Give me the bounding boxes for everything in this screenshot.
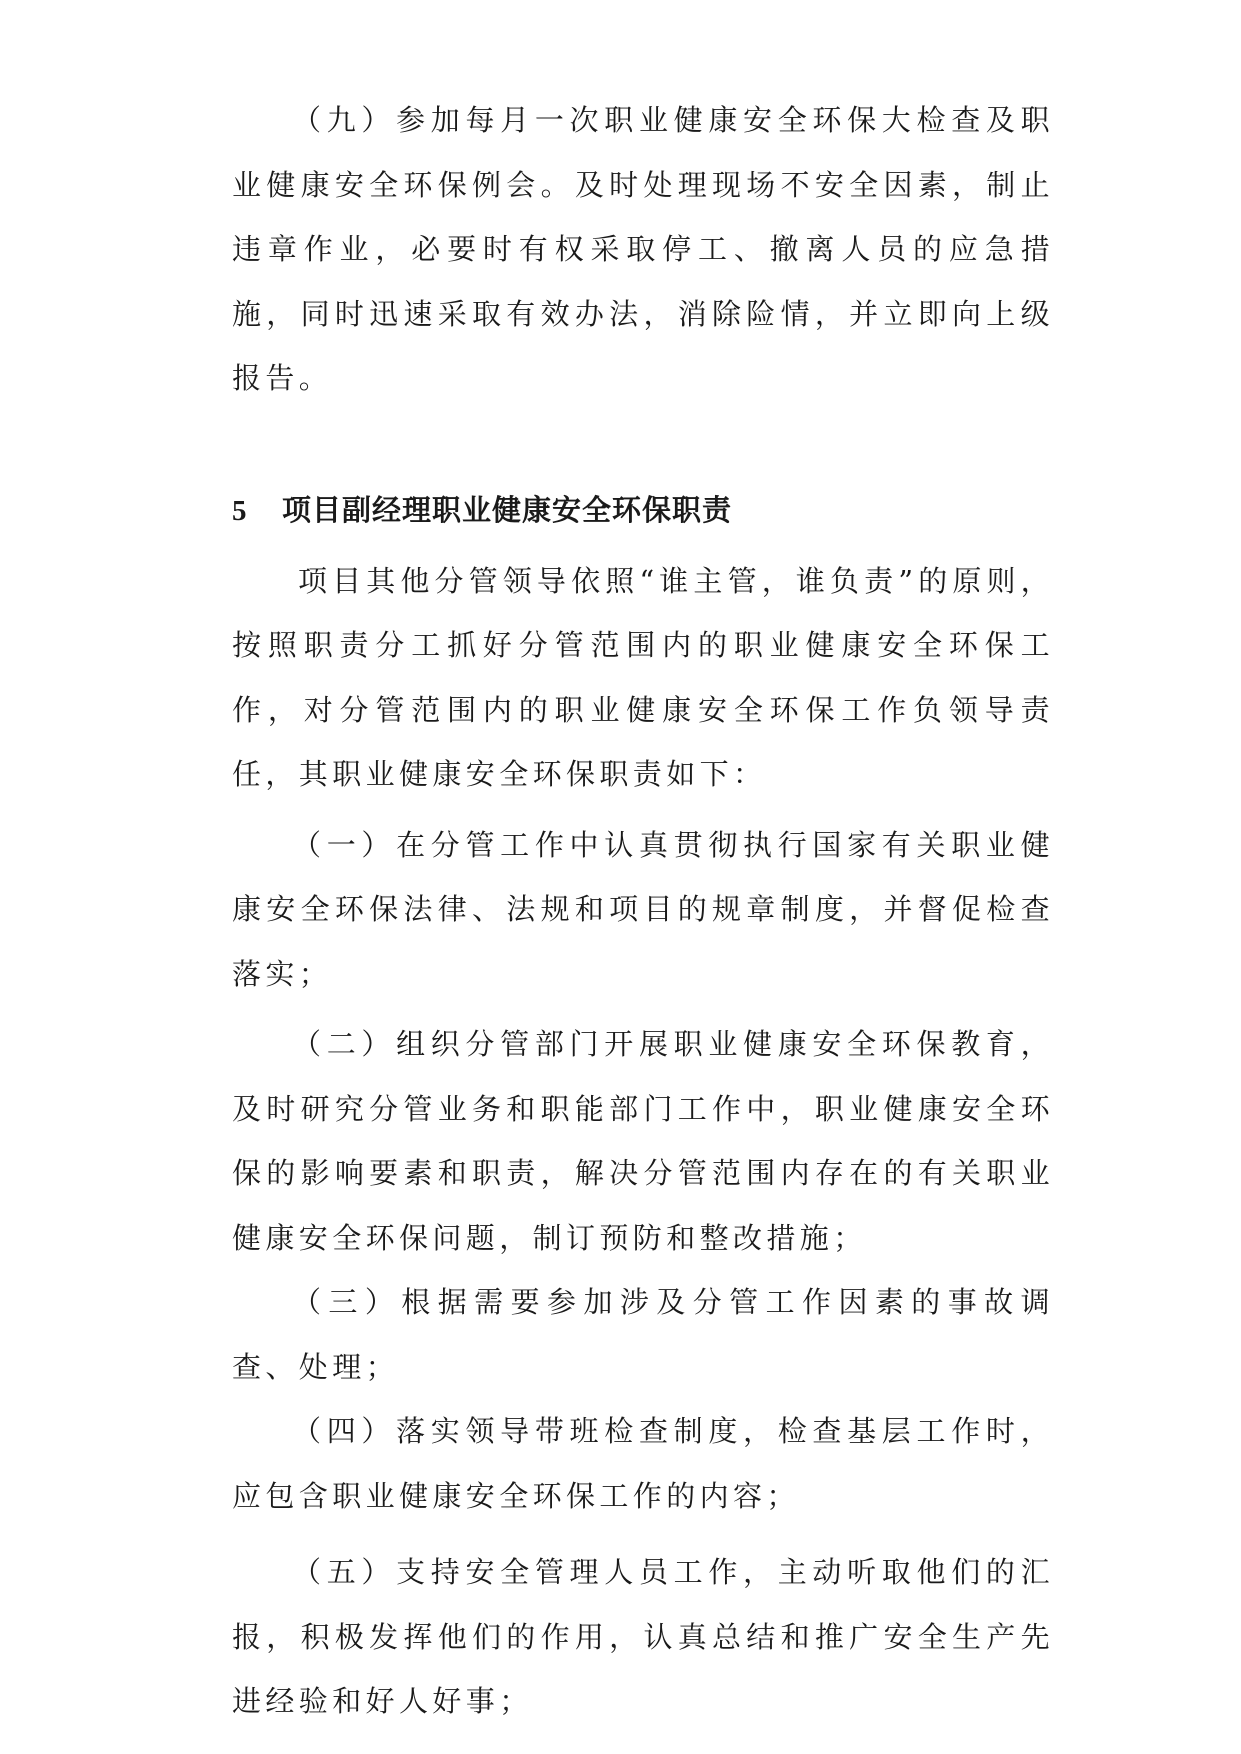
paragraph-item-1: （一）在分管工作中认真贯彻执行国家有关职业健康安全环保法律、法规和项目的规章制度，并督促检查落实； (232, 827, 1054, 991)
intro-paragraph: 项目其他分管领导依照“谁主管，谁负责”的原则，按照职责分工抓好分管范围内的职业健康安全环保工作，对分管范围内的职业健康安全环保工作负领导责任，其职业健康安全环保职责如下： (232, 563, 1054, 791)
paragraph-item-2: （二）组织分管部门开展职业健康安全环保教育，及时研究分管业务和职能部门工作中，职业健康安全环保的影响要素和职责，解决分管范围内存在的有关职业健康安全环保问题，制订预防和整改措施； (232, 1027, 1054, 1255)
section-number: 5 (232, 494, 247, 527)
section-spacer (232, 411, 1054, 478)
section-title: 项目副经理职业健康安全环保职责 (282, 492, 733, 527)
paragraph-item-9: （九）参加每月一次职业健康安全环保大检查及职业健康安全环保例会。及时处理现场不安全因素，制止违章作业，必要时有权采取停工、撤离人员的应急措施，同时迅速采取有效办法，消除险情，并立即向上级报告。 (232, 103, 1054, 395)
paragraph-item-5: （五）支持安全管理人员工作，主动听取他们的汇报，积极发挥他们的作用，认真总结和推广安全生产先进经验和好人好事； (232, 1555, 1054, 1718)
section-heading (232, 478, 1054, 543)
paragraph-item-3: （三）根据需要参加涉及分管工作因素的事故调查、处理； (232, 1285, 1054, 1384)
document-page (232, 88, 1054, 1734)
paragraph-item-4: （四）落实领导带班检查制度，检查基层工作时，应包含职业健康安全环保工作的内容； (232, 1414, 1054, 1513)
